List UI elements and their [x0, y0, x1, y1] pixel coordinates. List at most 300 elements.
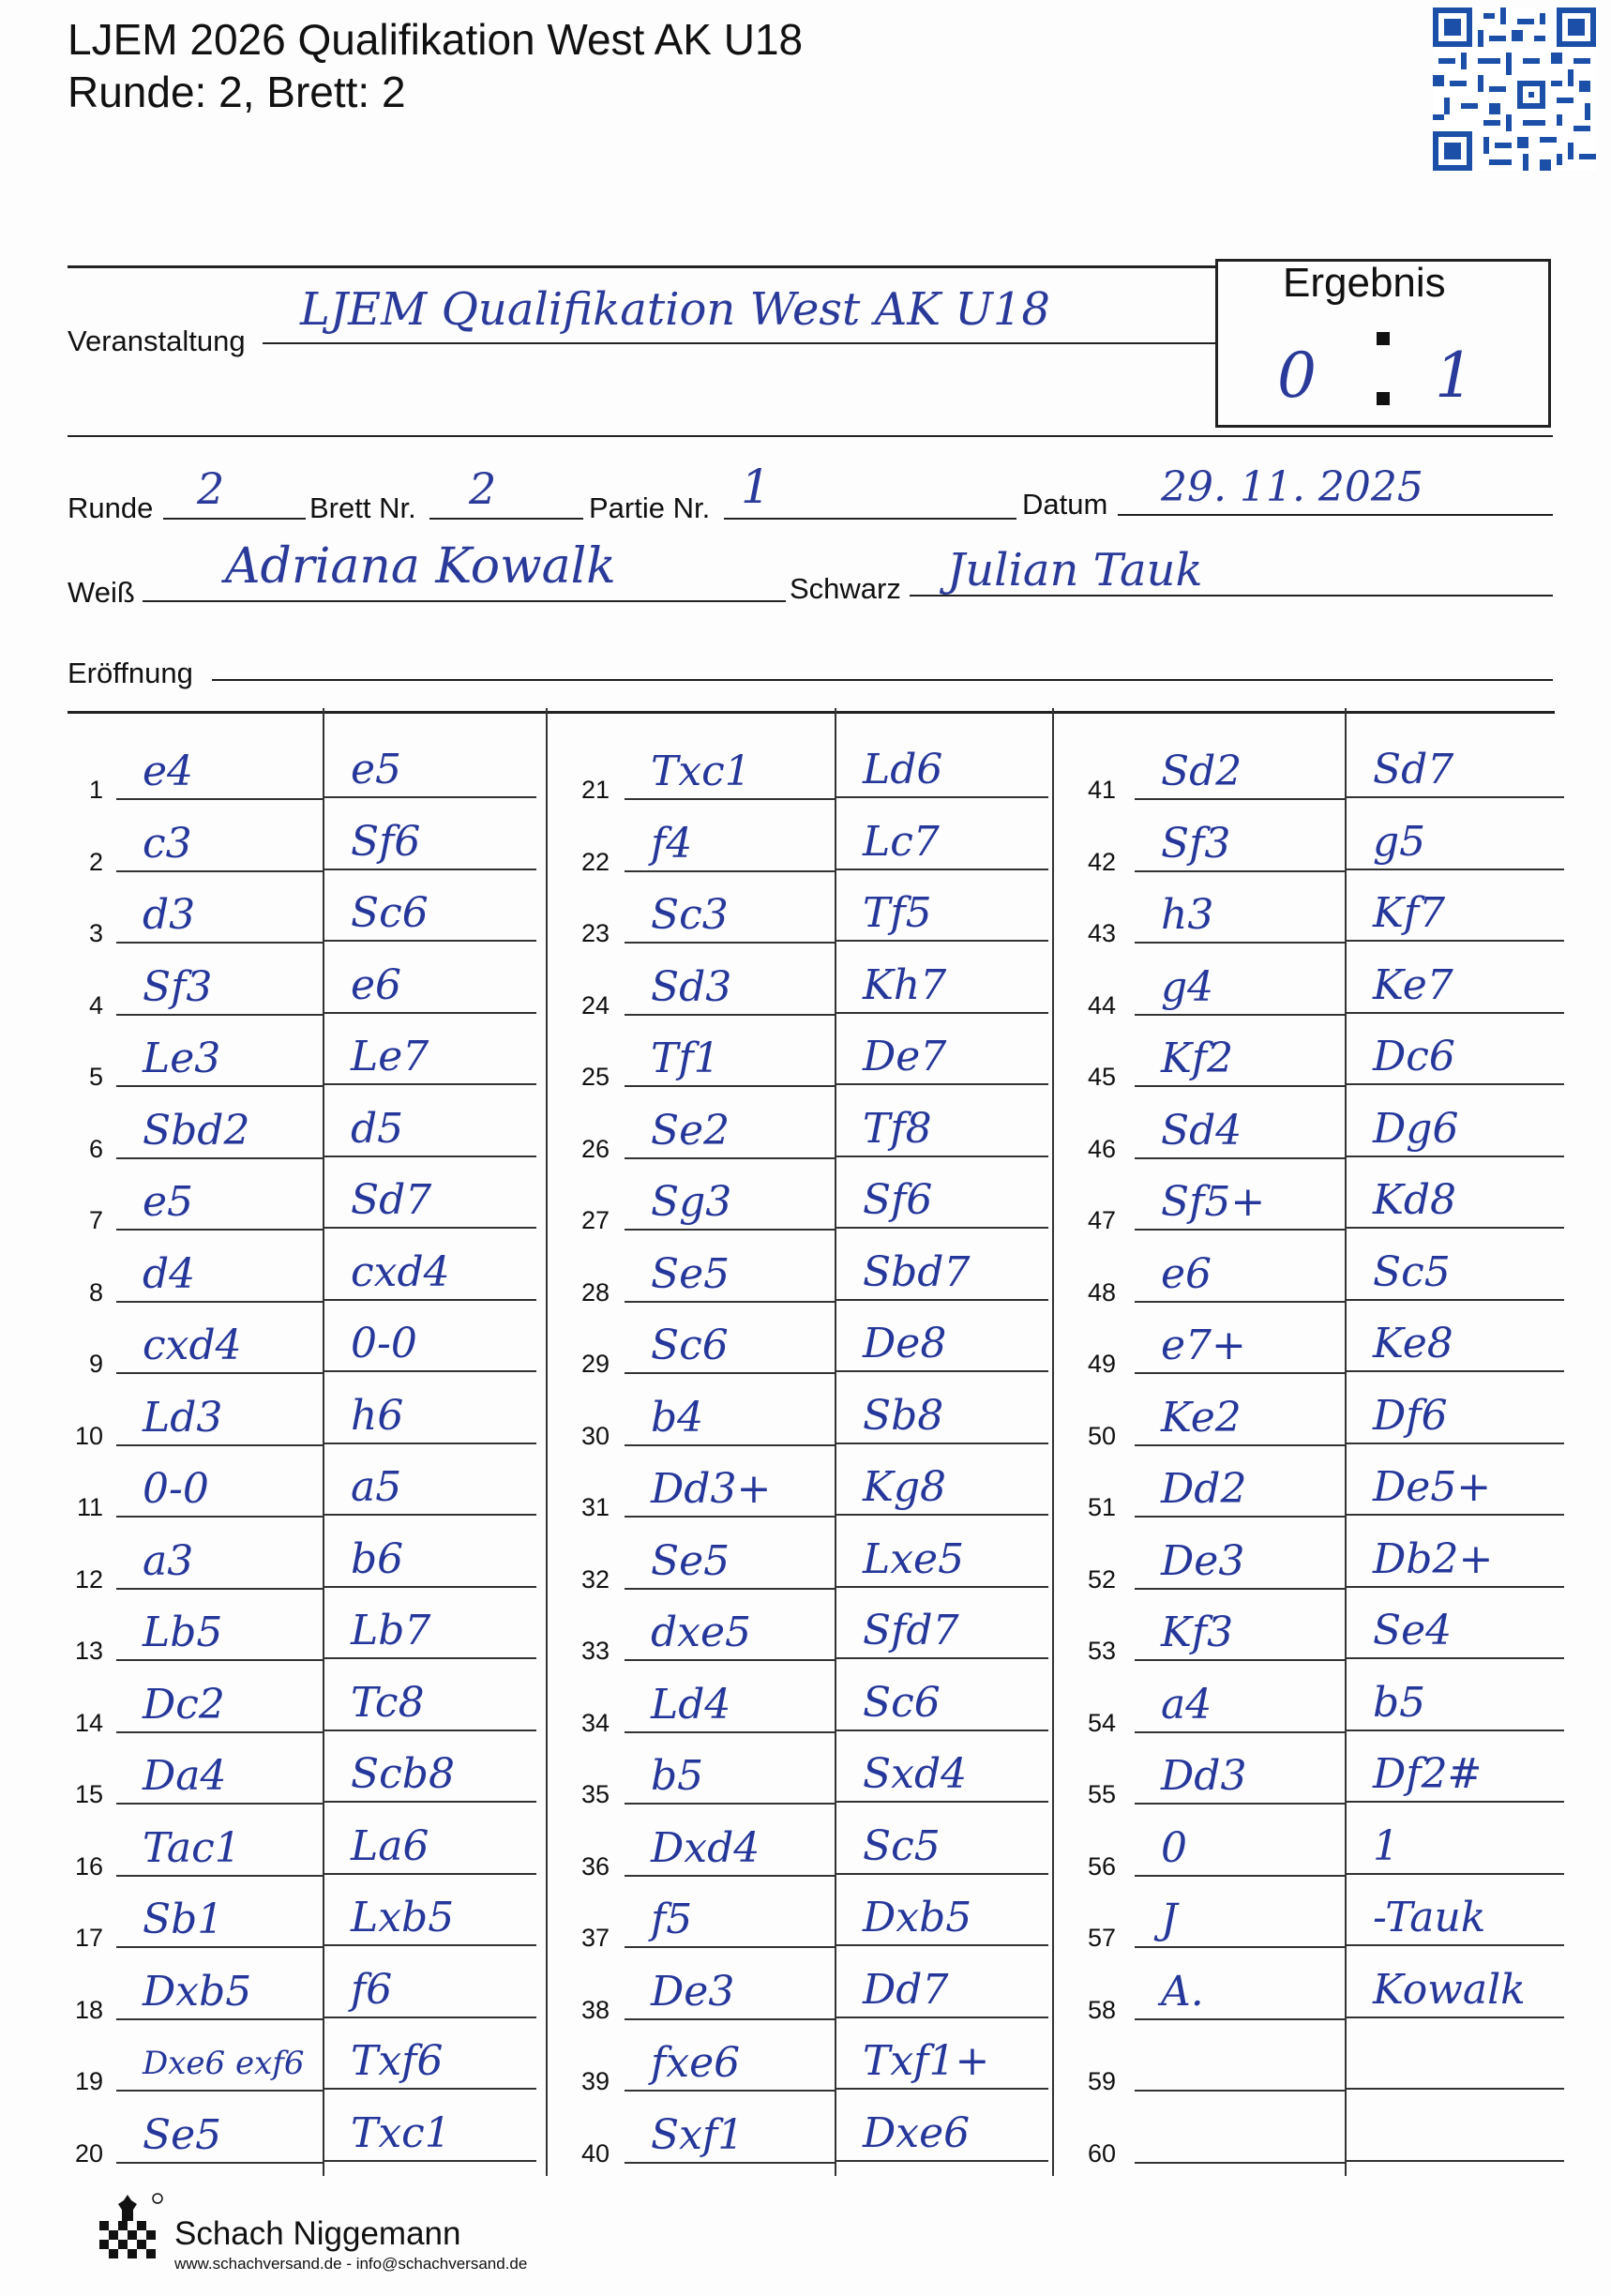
white-move: Dc2	[143, 1680, 225, 1729]
black-move: Se4	[1373, 1607, 1453, 1654]
white-move-line	[1135, 1659, 1345, 1661]
move-number: 20	[74, 2138, 103, 2168]
black-move-line	[323, 1299, 536, 1301]
white-move-line	[625, 1157, 835, 1159]
white-move: Se5	[651, 1536, 730, 1585]
black-move: Df2#	[1373, 1750, 1483, 1798]
black-move: e5	[351, 746, 402, 793]
move-number: 7	[88, 1206, 103, 1234]
white-move-line	[625, 942, 835, 944]
white-move: d4	[143, 1249, 196, 1298]
datum-line	[1118, 514, 1553, 516]
move-number: 54	[1087, 1708, 1116, 1737]
move-number: 36	[580, 1851, 610, 1881]
black-move: Sb8	[863, 1391, 944, 1440]
white-move: Sd3	[651, 962, 732, 1011]
black-move: d5	[351, 1104, 404, 1153]
white-move-line	[625, 798, 835, 800]
white-move-line	[1135, 1229, 1345, 1231]
white-move: Sxf1	[651, 2110, 745, 2159]
black-move: Kh7	[863, 960, 947, 1009]
form-top-rule	[68, 265, 1217, 268]
white-move: e7+	[1161, 1322, 1246, 1369]
eroeffnung-label: Eröffnung	[68, 657, 193, 689]
white-move-line	[625, 2018, 835, 2020]
black-move: Tc8	[351, 1678, 425, 1727]
white-move-line	[116, 1875, 323, 1877]
black-move-line	[323, 1443, 536, 1444]
white-move: b4	[651, 1393, 704, 1442]
move-number: 53	[1087, 1637, 1116, 1665]
black-move: Kd8	[1373, 1176, 1457, 1224]
white-move-line	[625, 1444, 835, 1446]
black-move-line	[1345, 796, 1564, 798]
black-move-line	[835, 796, 1048, 798]
black-move: Lxe5	[863, 1534, 965, 1583]
move-number: 22	[580, 847, 610, 876]
black-move-line	[1345, 2017, 1564, 2018]
move-number: 57	[1087, 1924, 1116, 1952]
move-number: 15	[74, 1780, 103, 1808]
black-move: Sd7	[1373, 746, 1454, 793]
black-move: Sc6	[863, 1678, 941, 1727]
black-move: Dg6	[1373, 1104, 1459, 1153]
black-move: Sbd7	[863, 1247, 971, 1296]
black-move-line	[1345, 1156, 1564, 1157]
move-number: 1	[88, 776, 103, 804]
white-move-line	[625, 1301, 835, 1303]
move-number: 49	[1087, 1350, 1116, 1378]
chess-logo-icon	[90, 2193, 165, 2277]
black-move: Dxe6	[863, 2108, 971, 2157]
schwarz-value: Julian Tauk	[947, 544, 1203, 597]
black-move-line	[323, 2160, 536, 2162]
black-move: 0-0	[351, 1320, 417, 1367]
move-number: 10	[74, 1421, 103, 1450]
brand-name: Schach Niggemann	[174, 2215, 461, 2252]
weiss-value: Adriana Kowalk	[225, 538, 616, 595]
white-move: dxe5	[651, 1609, 752, 1656]
white-move: Dxd4	[651, 1823, 760, 1872]
eroeffnung-line	[212, 679, 1553, 681]
form-mid-rule	[68, 435, 1553, 437]
black-move-line	[1345, 1657, 1564, 1659]
white-move-line	[625, 1085, 835, 1087]
white-move-line	[1135, 942, 1345, 944]
black-move: g5	[1373, 817, 1426, 866]
white-move-line	[625, 1372, 835, 1374]
white-move: h3	[1161, 891, 1214, 939]
black-move-line	[1345, 1370, 1564, 1372]
white-move-line	[116, 2162, 323, 2164]
white-move: Dxb5	[143, 1967, 252, 2016]
white-move-line	[625, 2162, 835, 2164]
black-move-line	[323, 1873, 536, 1875]
move-number: 40	[580, 2138, 610, 2168]
black-move-line	[835, 1944, 1048, 1946]
white-move-line	[116, 1946, 323, 1948]
black-move-line	[835, 1012, 1048, 1014]
white-move: Sd4	[1161, 1106, 1242, 1155]
white-move-line	[116, 1659, 323, 1661]
black-move-line	[323, 1083, 536, 1085]
white-move: Le3	[143, 1035, 221, 1082]
white-move: Se5	[651, 1249, 730, 1298]
white-move-line	[1135, 1014, 1345, 1016]
black-move: Sf6	[351, 817, 421, 866]
veranstaltung-label: Veranstaltung	[68, 325, 246, 357]
black-move: Lc7	[863, 817, 940, 866]
black-move: Ke7	[1373, 960, 1453, 1009]
black-move: De7	[863, 1033, 947, 1080]
move-number: 41	[1087, 776, 1116, 804]
black-move-line	[835, 1873, 1048, 1875]
move-number: 3	[88, 919, 103, 947]
move-number: 51	[1087, 1493, 1116, 1521]
move-number: 60	[1087, 2138, 1116, 2168]
black-move: Tf8	[863, 1104, 932, 1153]
black-move-line	[835, 1227, 1048, 1229]
white-move: Se5	[143, 2110, 222, 2159]
white-move: f4	[651, 819, 693, 868]
move-number: 14	[74, 1708, 103, 1737]
black-move-line	[1345, 1083, 1564, 1085]
move-number: 59	[1087, 2067, 1116, 2095]
white-move: d3	[143, 891, 196, 939]
white-move: g4	[1161, 962, 1214, 1011]
white-move-line	[1135, 870, 1345, 872]
black-move-line	[835, 1657, 1048, 1659]
black-move-line	[835, 1514, 1048, 1516]
black-move: Kowalk	[1373, 1965, 1526, 2014]
white-move: Se2	[651, 1106, 730, 1155]
ergebnis-white-score: 0	[1277, 340, 1317, 412]
move-number: 46	[1087, 1134, 1116, 1163]
veranstaltung-line	[263, 342, 1215, 344]
black-move-line	[1345, 1299, 1564, 1301]
ergebnis-separator-dot-bottom	[1377, 392, 1390, 405]
footer	[90, 2193, 615, 2277]
move-number: 45	[1087, 1063, 1116, 1091]
white-move-line	[625, 870, 835, 872]
white-move-line	[625, 1803, 835, 1805]
black-move-line	[1345, 1586, 1564, 1588]
datum-label: Datum	[1022, 488, 1108, 521]
black-move: Ke8	[1373, 1320, 1453, 1367]
white-move-line	[116, 1803, 323, 1805]
white-move: e5	[143, 1178, 194, 1226]
black-move-line	[1345, 2160, 1564, 2162]
moves-grid	[68, 708, 1568, 2171]
black-move: Lxb5	[351, 1894, 455, 1941]
white-move: Lb5	[143, 1609, 223, 1656]
white-move-line	[116, 1731, 323, 1733]
moves-block-divider	[1052, 708, 1054, 2176]
schwarz-label: Schwarz	[790, 572, 901, 605]
white-move-line	[625, 1946, 835, 1948]
move-number: 21	[580, 776, 610, 804]
white-move: cxd4	[143, 1322, 242, 1369]
black-move: Dc6	[1373, 1033, 1455, 1080]
white-move-line	[1135, 1444, 1345, 1446]
move-number: 11	[76, 1493, 103, 1521]
black-move: Txf6	[351, 2037, 444, 2085]
black-move: Dd7	[863, 1965, 949, 2014]
datum-value: 29. 11. 2025	[1161, 463, 1423, 511]
black-move: cxd4	[351, 1247, 450, 1296]
white-move-line	[1135, 1157, 1345, 1159]
white-move-line	[1135, 1875, 1345, 1877]
black-move-line	[1345, 1873, 1564, 1875]
white-move: Sc3	[651, 891, 729, 939]
white-move: fxe6	[651, 2039, 741, 2087]
black-move: b6	[351, 1534, 404, 1583]
black-move: b5	[1373, 1678, 1426, 1727]
move-number: 50	[1087, 1421, 1116, 1450]
ergebnis-separator-dot-top	[1377, 332, 1390, 345]
move-number: 6	[88, 1134, 103, 1163]
black-move-line	[1345, 1944, 1564, 1946]
move-number: 19	[74, 2067, 103, 2095]
move-number: 31	[580, 1493, 610, 1521]
white-move-line	[116, 1444, 323, 1446]
white-move-line	[116, 1301, 323, 1303]
black-move: Sc5	[863, 1821, 941, 1870]
black-move: Sc5	[1373, 1247, 1451, 1296]
move-number: 28	[580, 1277, 610, 1307]
black-move-line	[323, 1944, 536, 1946]
black-move-line	[1345, 1012, 1564, 1014]
black-move: f6	[351, 1965, 393, 2014]
move-number: 56	[1087, 1851, 1116, 1881]
black-move: Df6	[1373, 1391, 1448, 1440]
partie-label: Partie Nr.	[589, 491, 711, 524]
black-move-line	[323, 1012, 536, 1014]
black-move-line	[323, 1514, 536, 1516]
move-number: 30	[580, 1421, 610, 1450]
black-move: Sd7	[351, 1176, 432, 1224]
black-move: Sf6	[863, 1176, 933, 1224]
brett-value: 2	[469, 463, 497, 514]
black-move-line	[835, 1299, 1048, 1301]
move-number: 38	[580, 1995, 610, 2024]
black-move-line	[323, 2088, 536, 2090]
move-number: 9	[88, 1350, 103, 1378]
black-move-line	[835, 1156, 1048, 1157]
white-move: Dxe6 exf6	[143, 2045, 305, 2082]
white-move-line	[116, 870, 323, 872]
move-number: 25	[580, 1063, 610, 1091]
move-number: 4	[88, 990, 103, 1020]
black-move-line	[1345, 1801, 1564, 1803]
white-move-line	[1135, 1588, 1345, 1590]
white-move-line	[1135, 2018, 1345, 2020]
white-move: Dd2	[1161, 1465, 1247, 1513]
white-move-line	[1135, 1301, 1345, 1303]
black-move-line	[323, 940, 536, 942]
move-number: 29	[580, 1350, 610, 1378]
brand-contact: www.schachversand.de - info@schachversand.de	[174, 2255, 528, 2273]
black-move-line	[835, 1586, 1048, 1588]
black-move: Dxb5	[863, 1894, 972, 1941]
black-move: e6	[351, 960, 402, 1009]
white-move: Sf3	[143, 962, 213, 1011]
white-move-line	[116, 1229, 323, 1231]
white-move-line	[1135, 1085, 1345, 1087]
black-move: Sxd4	[863, 1750, 968, 1798]
white-move: f5	[651, 1896, 693, 1943]
white-move-line	[116, 1085, 323, 1087]
black-move: Db2+	[1373, 1534, 1494, 1583]
move-number: 27	[580, 1206, 610, 1234]
black-move-line	[323, 869, 536, 870]
black-move-line	[835, 940, 1048, 942]
white-move: De3	[651, 1967, 735, 2016]
white-move-line	[1135, 2162, 1345, 2164]
move-number: 43	[1087, 919, 1116, 947]
white-move-line	[1135, 1372, 1345, 1374]
black-move: Lb7	[351, 1607, 431, 1654]
black-move-line	[1345, 1514, 1564, 1516]
brett-line	[429, 518, 583, 520]
black-move-line	[835, 1730, 1048, 1731]
black-move: Ld6	[863, 746, 943, 793]
white-move-line	[1135, 798, 1345, 800]
ergebnis-black-score: 1	[1435, 340, 1474, 412]
white-move-line	[116, 1588, 323, 1590]
move-number: 12	[74, 1564, 103, 1594]
white-move-line	[1135, 1946, 1345, 1948]
move-number: 35	[580, 1780, 610, 1808]
white-move: Ld4	[651, 1680, 731, 1729]
white-move: e6	[1161, 1249, 1212, 1298]
title-line-2: Runde: 2, Brett: 2	[68, 68, 406, 116]
white-move-line	[625, 1875, 835, 1877]
move-number: 32	[580, 1564, 610, 1594]
white-move-line	[116, 2090, 323, 2092]
black-move: -Tauk	[1373, 1894, 1486, 1941]
veranstaltung-value: LJEM Qualifikation West AK U18	[300, 283, 1050, 336]
white-move: 0	[1161, 1823, 1187, 1872]
black-move-line	[1345, 1227, 1564, 1229]
runde-line	[163, 518, 306, 520]
white-move: Sc6	[651, 1322, 729, 1369]
black-move: Le7	[351, 1033, 429, 1080]
black-move: Kf7	[1373, 889, 1446, 937]
white-move: Tf1	[651, 1035, 720, 1082]
moves-block-divider	[546, 708, 548, 2176]
white-move: e4	[143, 748, 194, 795]
move-number: 52	[1087, 1564, 1116, 1594]
white-move-line	[116, 942, 323, 944]
move-number: 8	[88, 1277, 103, 1307]
white-move-line	[116, 2018, 323, 2020]
white-move: A.	[1161, 1967, 1204, 2016]
black-move: 1	[1373, 1821, 1399, 1870]
black-move-line	[323, 1156, 536, 1157]
black-move-line	[323, 796, 536, 798]
white-move-line	[625, 1659, 835, 1661]
white-move-line	[116, 798, 323, 800]
black-move-line	[1345, 869, 1564, 870]
weiss-label: Weiß	[68, 576, 135, 609]
black-move-line	[1345, 2088, 1564, 2090]
white-move-line	[116, 1372, 323, 1374]
black-move-line	[1345, 940, 1564, 942]
black-move-line	[835, 1801, 1048, 1803]
move-number: 23	[580, 919, 610, 947]
black-move: La6	[351, 1821, 429, 1870]
runde-value: 2	[197, 463, 225, 514]
brett-label: Brett Nr.	[309, 491, 416, 524]
black-move-line	[835, 2017, 1048, 2018]
black-move-line	[323, 1586, 536, 1588]
ergebnis-label: Ergebnis	[1283, 260, 1446, 306]
white-move-line	[625, 1014, 835, 1016]
white-move: Sd2	[1161, 748, 1242, 795]
white-move-line	[1135, 1731, 1345, 1733]
white-move: Ld3	[143, 1393, 223, 1442]
white-move: Sf5+	[1161, 1178, 1266, 1226]
white-move: De3	[1161, 1536, 1245, 1585]
black-move-line	[323, 1730, 536, 1731]
white-move-line	[625, 1229, 835, 1231]
move-number: 5	[88, 1063, 103, 1091]
white-move: Da4	[143, 1752, 227, 1800]
partie-line	[724, 518, 1016, 520]
black-move-line	[323, 2017, 536, 2018]
black-move-line	[835, 1443, 1048, 1444]
runde-label: Runde	[68, 491, 154, 524]
white-move: b5	[651, 1752, 704, 1800]
black-move: De5+	[1373, 1463, 1492, 1511]
black-move: De8	[863, 1320, 947, 1367]
move-number: 24	[580, 990, 610, 1020]
black-move: Sc6	[351, 889, 429, 937]
white-move: Sg3	[651, 1178, 732, 1226]
black-move: Kg8	[863, 1463, 947, 1511]
move-number: 34	[580, 1708, 610, 1737]
black-move: Sfd7	[863, 1607, 959, 1654]
move-number: 44	[1087, 990, 1116, 1020]
black-move-line	[323, 1370, 536, 1372]
black-move-line	[1345, 1443, 1564, 1444]
black-move: Txf1+	[863, 2037, 990, 2085]
white-move: J	[1161, 1896, 1178, 1943]
white-move: Dd3+	[651, 1465, 772, 1513]
white-move-line	[625, 1731, 835, 1733]
white-move: Kf2	[1161, 1035, 1234, 1082]
white-move: Ke2	[1161, 1393, 1242, 1442]
move-number: 17	[74, 1924, 103, 1952]
white-move-line	[1135, 1516, 1345, 1518]
move-number: 2	[88, 847, 103, 876]
white-move-line	[1135, 2090, 1345, 2092]
white-move-line	[116, 1516, 323, 1518]
white-move: 0-0	[143, 1465, 209, 1513]
partie-value: 1	[741, 460, 771, 514]
black-move-line	[1345, 1730, 1564, 1731]
white-move-line	[116, 1014, 323, 1016]
black-move-line	[323, 1801, 536, 1803]
black-move: h6	[351, 1391, 404, 1440]
move-number: 13	[74, 1637, 103, 1665]
move-number: 37	[580, 1924, 610, 1952]
black-move-line	[835, 2160, 1048, 2162]
black-move-line	[835, 1370, 1048, 1372]
white-move-line	[116, 1157, 323, 1159]
title-line-1: LJEM 2026 Qualifikation West AK U18	[68, 15, 804, 64]
